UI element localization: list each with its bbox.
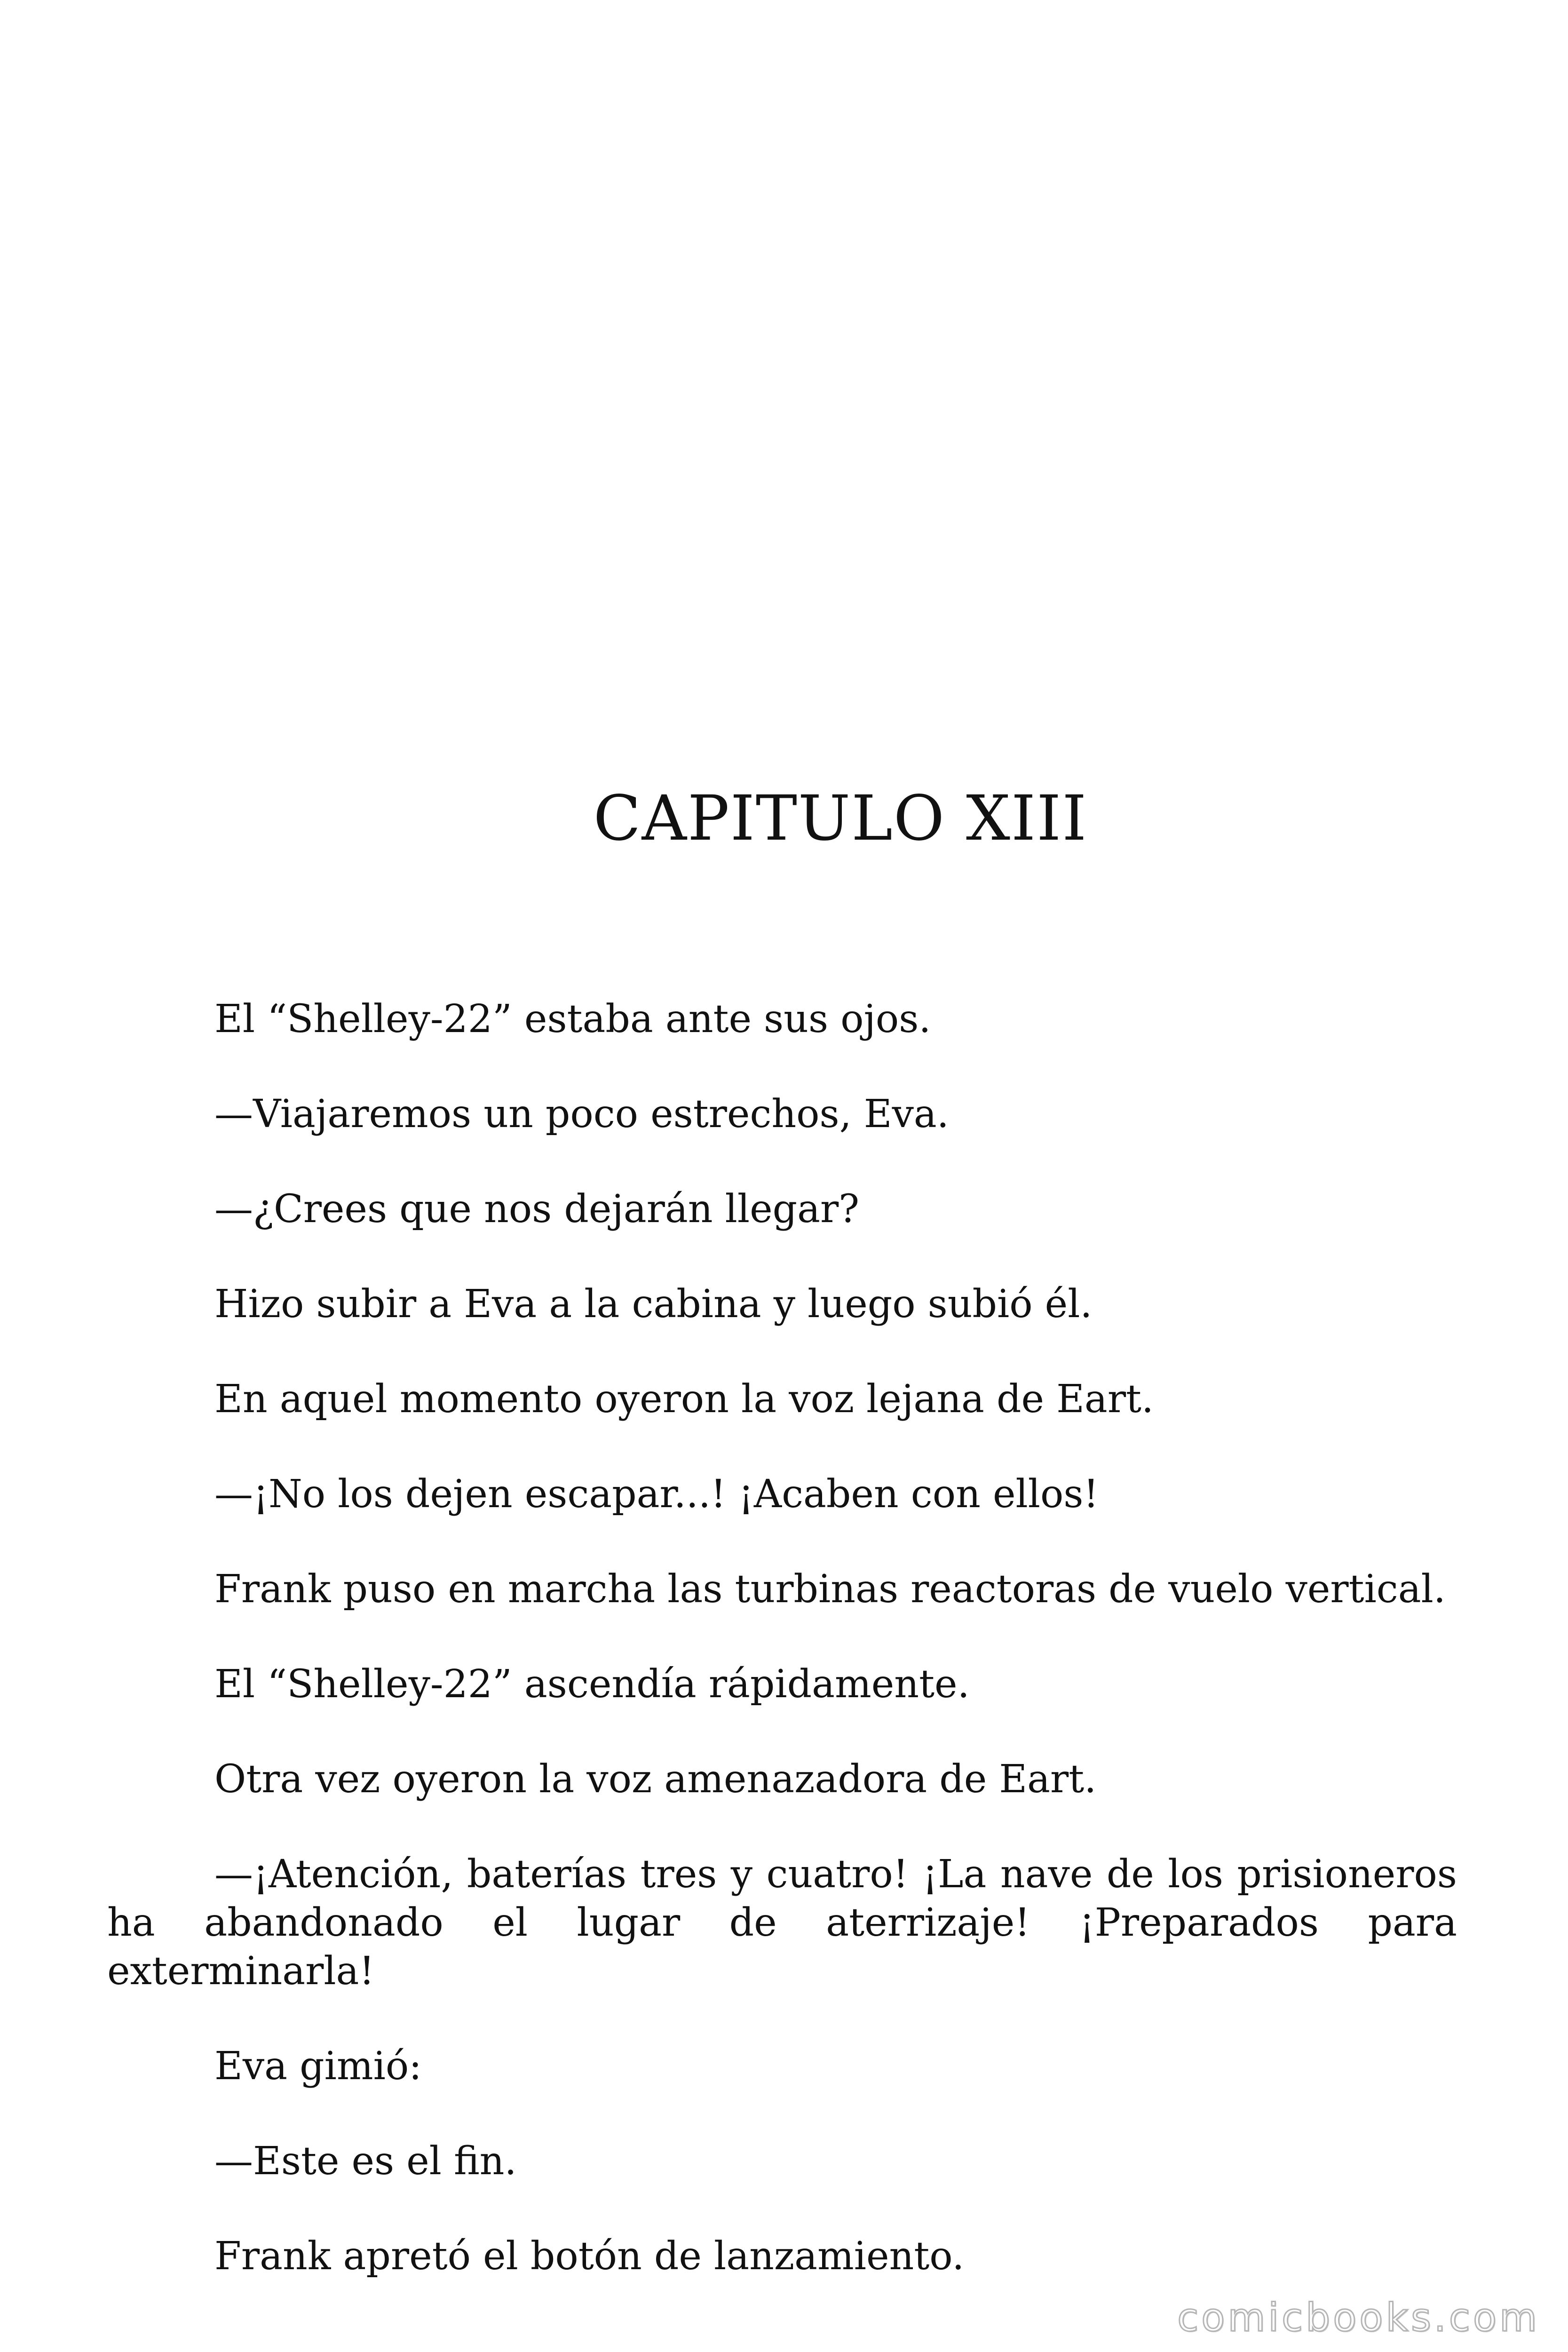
- paragraph: El “Shelley-22” ascendía rápidamente.: [214, 1662, 970, 1707]
- chapter-body: [107, 995, 1457, 2280]
- chapter-title: CAPITULO XIII: [593, 782, 1088, 855]
- paragraph: —¡Atención, baterías tres y cuatro! ¡La nave de los prisioneros ha abandonado el lugar de aterrizaje! ¡Preparados para exterminarla!: [107, 1852, 1457, 1994]
- paragraph: Frank apretó el botón de lanzamiento.: [214, 2234, 965, 2279]
- paragraph: Hizo subir a Eva a la cabina y luego subió él.: [214, 1282, 1093, 1327]
- paragraph: Eva gimió:: [214, 2044, 422, 2089]
- paragraph: El “Shelley-22” estaba ante sus ojos.: [214, 997, 931, 1041]
- paragraph: —Este es el fin.: [214, 2139, 517, 2184]
- paragraph: Frank puso en marcha las turbinas reactoras de vuelo vertical.: [214, 1567, 1446, 1612]
- paragraph: —¡No los dejen escapar...! ¡Acaben con ellos!: [214, 1472, 1099, 1517]
- watermark: comicbooks.com: [1177, 2296, 1540, 2340]
- paragraph: Otra vez oyeron la voz amenazadora de Eart.: [214, 1757, 1097, 1802]
- paragraph: —Viajaremos un poco estrechos, Eva.: [214, 1092, 949, 1136]
- paragraph: En aquel momento oyeron la voz lejana de Eart.: [214, 1377, 1154, 1422]
- paragraph: —¿Crees que nos dejarán llegar?: [214, 1187, 860, 1232]
